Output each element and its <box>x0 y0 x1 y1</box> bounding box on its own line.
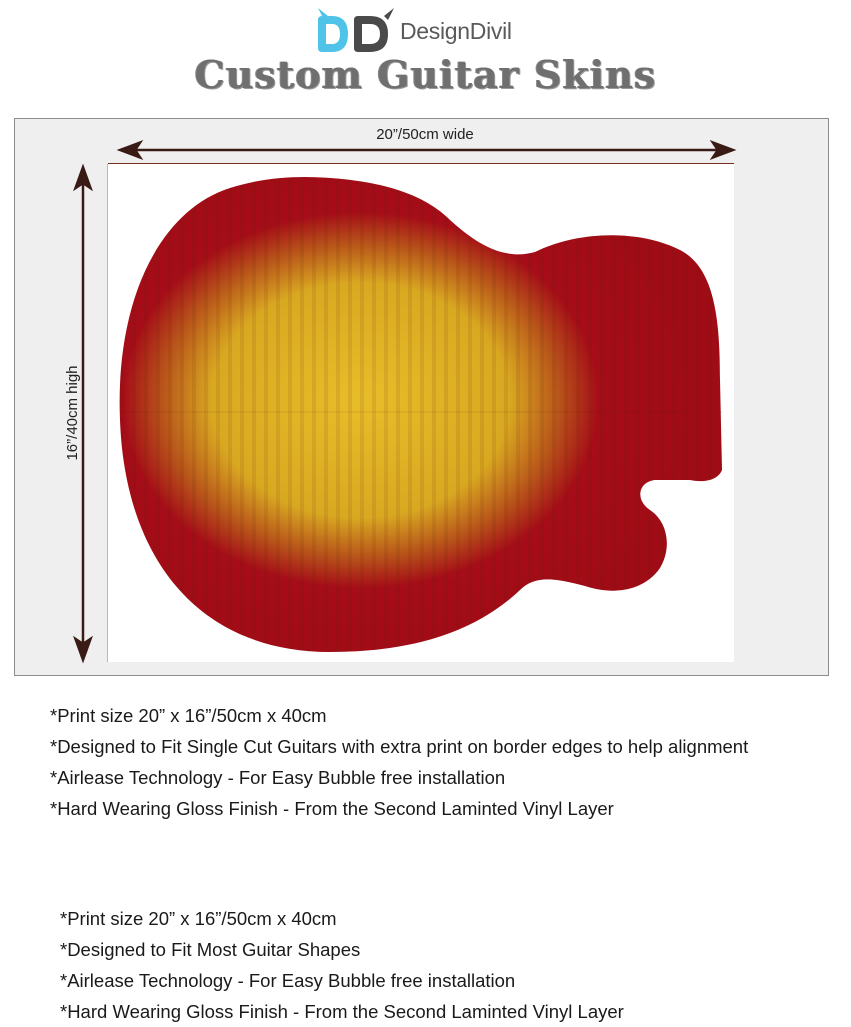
list-item: *Airlease Technology - For Easy Bubble free installation <box>50 767 506 788</box>
feature-list-single-cut <box>50 700 748 824</box>
brand-name: DesignDivil <box>400 18 512 44</box>
width-arrow <box>118 141 735 159</box>
list-item: *Designed to Fit Single Cut Guitars with extra print on border edges to help alignment <box>50 736 749 757</box>
list-item: *Print size 20” x 16”/50cm x 40cm <box>50 705 327 726</box>
width-dimension-label: 20”/50cm wide <box>376 126 474 143</box>
list-item: *Hard Wearing Gloss Finish - From the Second Laminted Vinyl Layer <box>50 798 614 819</box>
list-item: *Airlease Technology - For Easy Bubble free installation <box>60 970 516 991</box>
list-item: *Hard Wearing Gloss Finish - From the Second Laminted Vinyl Layer <box>60 1001 624 1022</box>
page-title: Custom Guitar Skins <box>194 52 657 97</box>
feature-list-general <box>60 903 624 1027</box>
list-item: *Designed to Fit Most Guitar Shapes <box>60 939 361 960</box>
list-item: *Print size 20” x 16”/50cm x 40cm <box>60 908 337 929</box>
height-dimension-label: 16”/40cm high <box>64 365 81 461</box>
